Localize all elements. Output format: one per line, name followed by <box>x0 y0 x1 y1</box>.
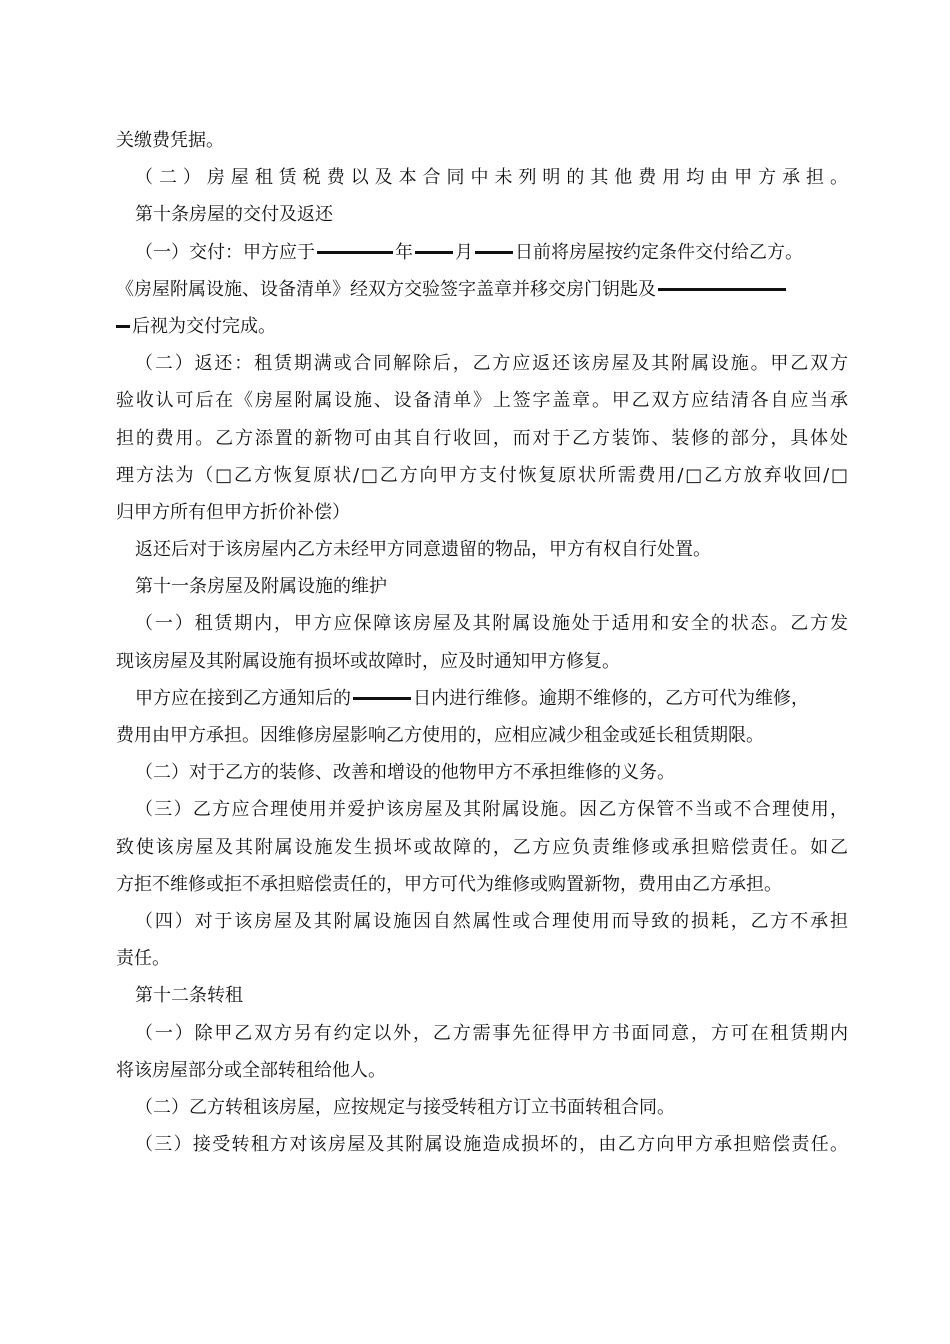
text-segment: 年 <box>395 241 413 263</box>
clause-11-3 <box>116 791 848 828</box>
paragraph-line <box>116 271 848 308</box>
paragraph-line <box>116 866 848 903</box>
paragraph-line <box>116 940 848 977</box>
text-segment: 《房屋附属设施、设备清单》经双方交验签字盖章并移交房门钥匙及 <box>116 278 656 300</box>
clause-11-2 <box>116 754 848 791</box>
clause-10-1 <box>116 234 848 271</box>
text-line: 方拒不维修或拒不承担赔偿责任的，甲方可代为维修或购置新物，费用由乙方承担。 <box>116 873 782 895</box>
paragraph-line <box>116 308 848 345</box>
text-line: （一）除甲乙双方另有约定以外，乙方需事先征得甲方书面同意，方可在租赁期内 <box>135 1022 848 1044</box>
text-line: 归甲方所有但甲方折价补偿） <box>116 501 350 523</box>
heading-text: 第十条房屋的交付及返还 <box>135 204 333 226</box>
text-segment: 甲方应在接到乙方通知后的 <box>135 687 351 709</box>
paragraph-line <box>116 122 848 159</box>
article-11-heading <box>116 568 848 605</box>
heading-text: 第十一条房屋及附属设施的维护 <box>135 576 387 598</box>
text-line: （三）接受转租方对该房屋及其附属设施造成损坏的，由乙方向甲方承担赔偿责任。 <box>135 1134 848 1156</box>
clause-12-1 <box>116 1015 848 1052</box>
paragraph-line <box>116 494 848 531</box>
text-segment: （一）交付：甲方应于 <box>135 241 315 263</box>
paragraph-line <box>116 1052 848 1089</box>
text-line: （一）租赁期内，甲方应保障该房屋及其附属设施处于适用和安全的状态。乙方发 <box>135 613 848 635</box>
paragraph-line <box>116 643 848 680</box>
article-12-heading <box>116 977 848 1014</box>
text-line: 担的费用。乙方添置的新物可由其自行收回，而对于乙方装饰、装修的部分，具体处 <box>116 427 848 449</box>
paragraph-line <box>116 420 848 457</box>
paragraph-line <box>116 717 848 754</box>
text-line: （二）对于乙方的装修、改善和增设的他物甲方不承担维修的义务。 <box>135 762 675 784</box>
date-year-blank[interactable] <box>317 251 393 254</box>
text-line: 将该房屋部分或全部转租给他人。 <box>116 1059 386 1081</box>
handover-items-blank[interactable] <box>658 288 786 291</box>
clause-10-2 <box>116 345 848 382</box>
text-line: （三）乙方应合理使用并爱护该房屋及其附属设施。因乙方保管不当或不合理使用， <box>135 799 848 821</box>
clause-12-3 <box>116 1126 848 1163</box>
article-10-heading <box>116 196 848 233</box>
text-line: 致使该房屋及其附属设施发生损坏或故障的，乙方应负责维修或承担赔偿责任。如乙 <box>116 836 848 858</box>
date-month-blank[interactable] <box>415 251 453 254</box>
paragraph-line <box>116 382 848 419</box>
handover-items-blank-cont[interactable] <box>116 325 130 328</box>
text-line: （二）房屋租赁税费以及本合同中未列明的其他费用均由甲方承担。 <box>135 167 848 189</box>
paragraph-line <box>116 680 848 717</box>
text-segment: 日前将房屋按约定条件交付给乙方。 <box>515 241 803 263</box>
text-line: （二）返还：租赁期满或合同解除后，乙方应返还该房屋及其附属设施。甲乙双方 <box>135 353 848 375</box>
text-line: 责任。 <box>116 948 170 970</box>
date-day-blank[interactable] <box>475 251 513 254</box>
text-line: （二）乙方转租该房屋，应按规定与接受转租方订立书面转租合同。 <box>135 1096 675 1118</box>
clause-11-4 <box>116 903 848 940</box>
text-segment: 后视为交付完成。 <box>132 315 276 337</box>
paragraph-line <box>116 829 848 866</box>
text-line: 现该房屋及其附属设施有损坏或故障时，应及时通知甲方修复。 <box>116 650 620 672</box>
text-line: 关缴费凭据。 <box>116 130 224 151</box>
text-line: 费用由甲方承担。因维修房屋影响乙方使用的，应相应减少租金或延长租赁期限。 <box>116 725 764 746</box>
clause-9-2 <box>116 159 848 196</box>
text-line: 理方法为（□乙方恢复原状/□乙方向甲方支付恢复原状所需费用/□乙方放弃收回/□ <box>116 464 848 486</box>
text-line: 返还后对于该房屋内乙方未经甲方同意遗留的物品，甲方有权自行处置。 <box>135 539 711 561</box>
heading-text: 第十二条转租 <box>135 985 243 1007</box>
paragraph-line <box>116 457 848 494</box>
paragraph-line <box>116 531 848 568</box>
text-line: 验收认可后在《房屋附属设施、设备清单》上签字盖章。甲乙双方应结清各自应当承 <box>116 390 848 412</box>
document-body <box>116 122 848 1163</box>
repair-days-blank[interactable] <box>353 697 411 700</box>
clause-11-1 <box>116 605 848 642</box>
text-segment: 月 <box>455 241 473 263</box>
clause-12-2 <box>116 1089 848 1126</box>
text-segment: 日内进行维修。逾期不维修的，乙方可代为维修， <box>413 687 809 709</box>
text-line: （四）对于该房屋及其附属设施因自然属性或合理使用而导致的损耗，乙方不承担 <box>135 910 848 932</box>
